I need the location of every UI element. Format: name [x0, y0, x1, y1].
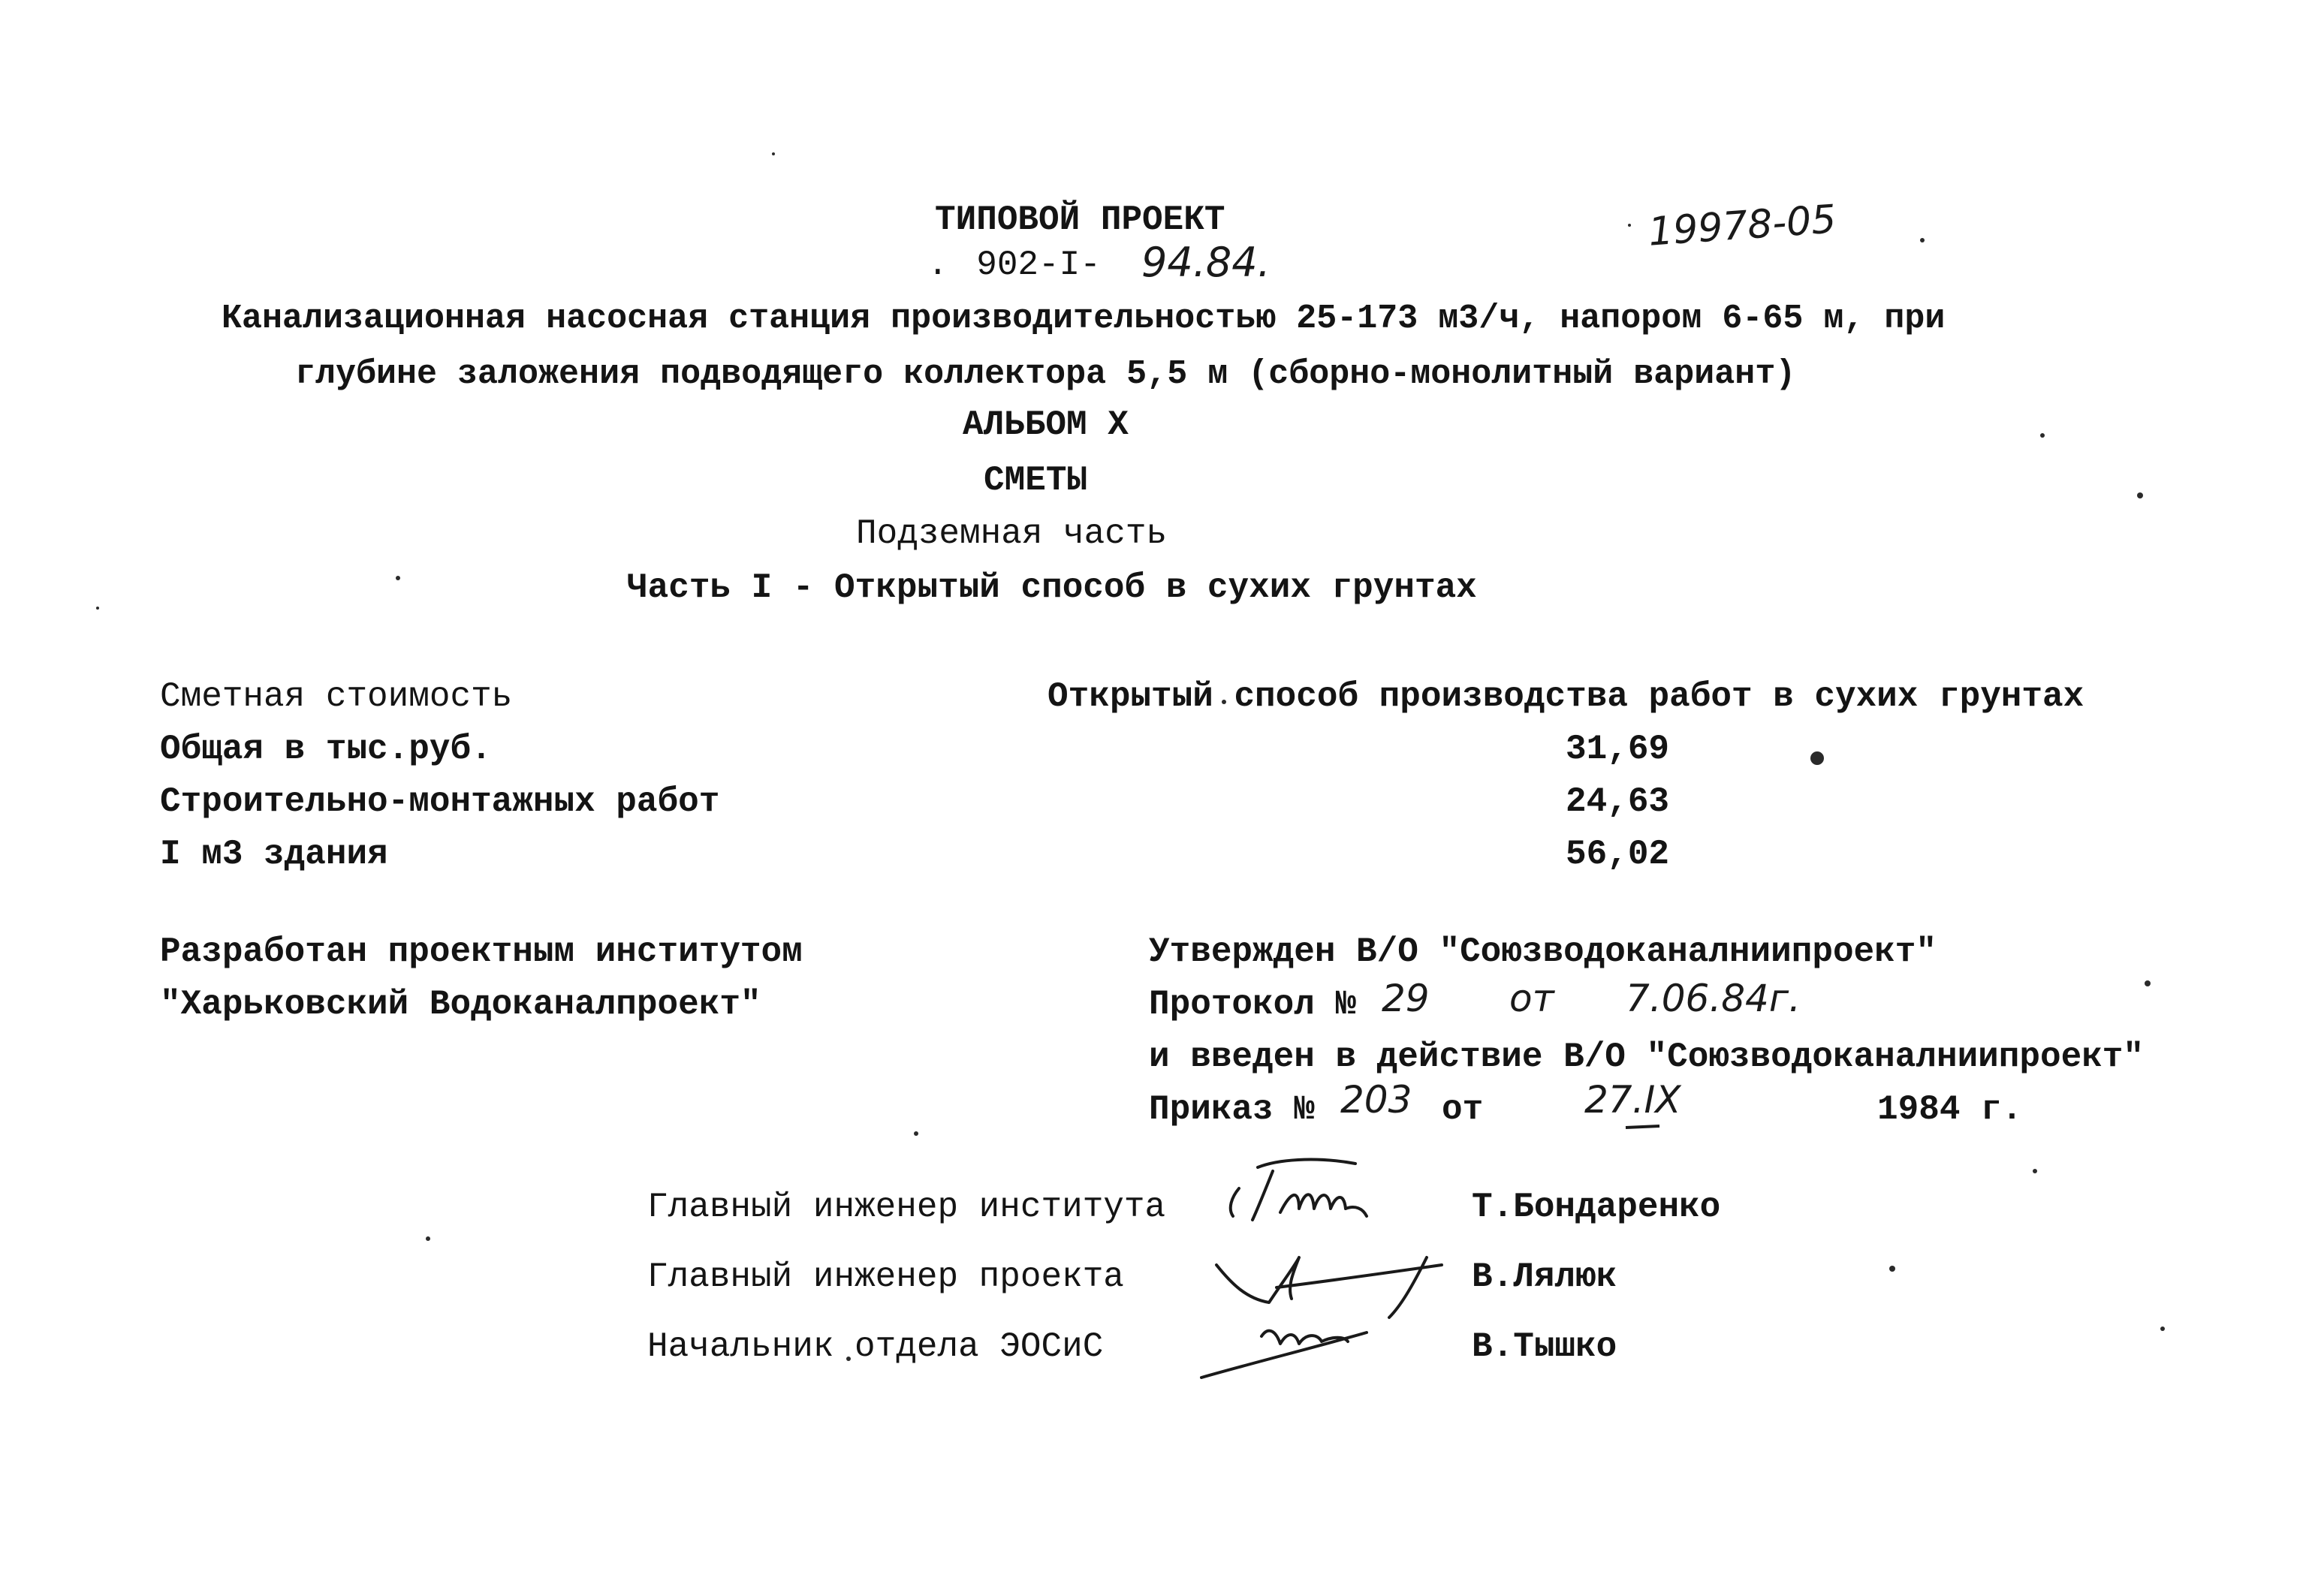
order-year: 1984 г. [1877, 1090, 2023, 1129]
protocol-from: от [1509, 977, 1554, 1020]
order-label: Приказ № [1149, 1090, 1315, 1129]
signature-tyshko [1201, 1331, 1367, 1378]
handwritten-underline [1622, 1120, 1667, 1135]
cost-row-value: 56,02 [1566, 835, 1670, 874]
cost-row-value: 31,69 [1566, 730, 1670, 769]
title-line-1: Канализационная насосная станция производительностью 25-173 м3/ч, напором 6-65 м, при [222, 300, 1946, 338]
signature-position: Начальник отдела ЭОСиС [647, 1327, 1104, 1366]
order-number: 203 [1340, 1078, 1412, 1122]
archive-number: 19978-05 [1647, 197, 1838, 255]
protocol-number: 29 [1382, 977, 1430, 1020]
project-number-handwritten: 94.84. [1141, 239, 1271, 286]
signature-position: Главный инженер проекта [647, 1257, 1124, 1296]
protocol-label: Протокол № [1149, 985, 1357, 1024]
album-heading: АЛЬБОМ X [963, 405, 1129, 444]
cost-row-label: I м3 здания [160, 835, 388, 874]
signature-bondarenko [1231, 1160, 1367, 1220]
doc-type-heading: ТИПОВОЙ ПРОЕКТ [935, 200, 1225, 239]
signature-name: Т.Бондаренко [1472, 1188, 1721, 1227]
signature-name: В.Тышко [1472, 1327, 1617, 1366]
section-heading: СМЕТЫ [984, 461, 1088, 500]
signature-position: Главный инженер института [647, 1188, 1166, 1227]
developer-line-1: Разработан проектным институтом [160, 932, 803, 971]
title-line-2: глубине заложения подводящего коллектора 5,5 м (сборно-монолитный вариант) [295, 355, 1796, 393]
approval-line-3: и введен в действие В/О "Союзводоканалниипроект" [1149, 1037, 2145, 1077]
developer-line-2: "Харьковский Водоканалпроект" [160, 985, 761, 1024]
cost-left-header: Сметная стоимость [160, 677, 513, 716]
order-date: 27.IX [1584, 1078, 1681, 1122]
cost-row-label: Общая в тыс.руб. [160, 730, 492, 769]
handwritten-signatures [1186, 1145, 1487, 1385]
project-number-prefix-text: 902-I- [976, 245, 1101, 285]
project-number-prefix: . 902-I- [927, 245, 1101, 285]
signature-name: В.Лялюк [1472, 1257, 1617, 1296]
part-heading: Часть I - Открытый способ в сухих грунтах [627, 568, 1477, 607]
cost-row-label: Строительно-монтажных работ [160, 782, 720, 821]
cost-right-header: Открытый способ производства работ в сухих грунтах [1047, 677, 2084, 716]
subsection-heading: Подземная часть [856, 514, 1168, 553]
order-from: от [1442, 1090, 1484, 1129]
cost-row-value: 24,63 [1566, 782, 1670, 821]
signature-lyalyuk [1216, 1257, 1442, 1317]
approval-line-1: Утвержден В/О "Союзводоканалниипроект" [1149, 932, 1937, 971]
protocol-date: 7.06.84г. [1626, 977, 1801, 1020]
